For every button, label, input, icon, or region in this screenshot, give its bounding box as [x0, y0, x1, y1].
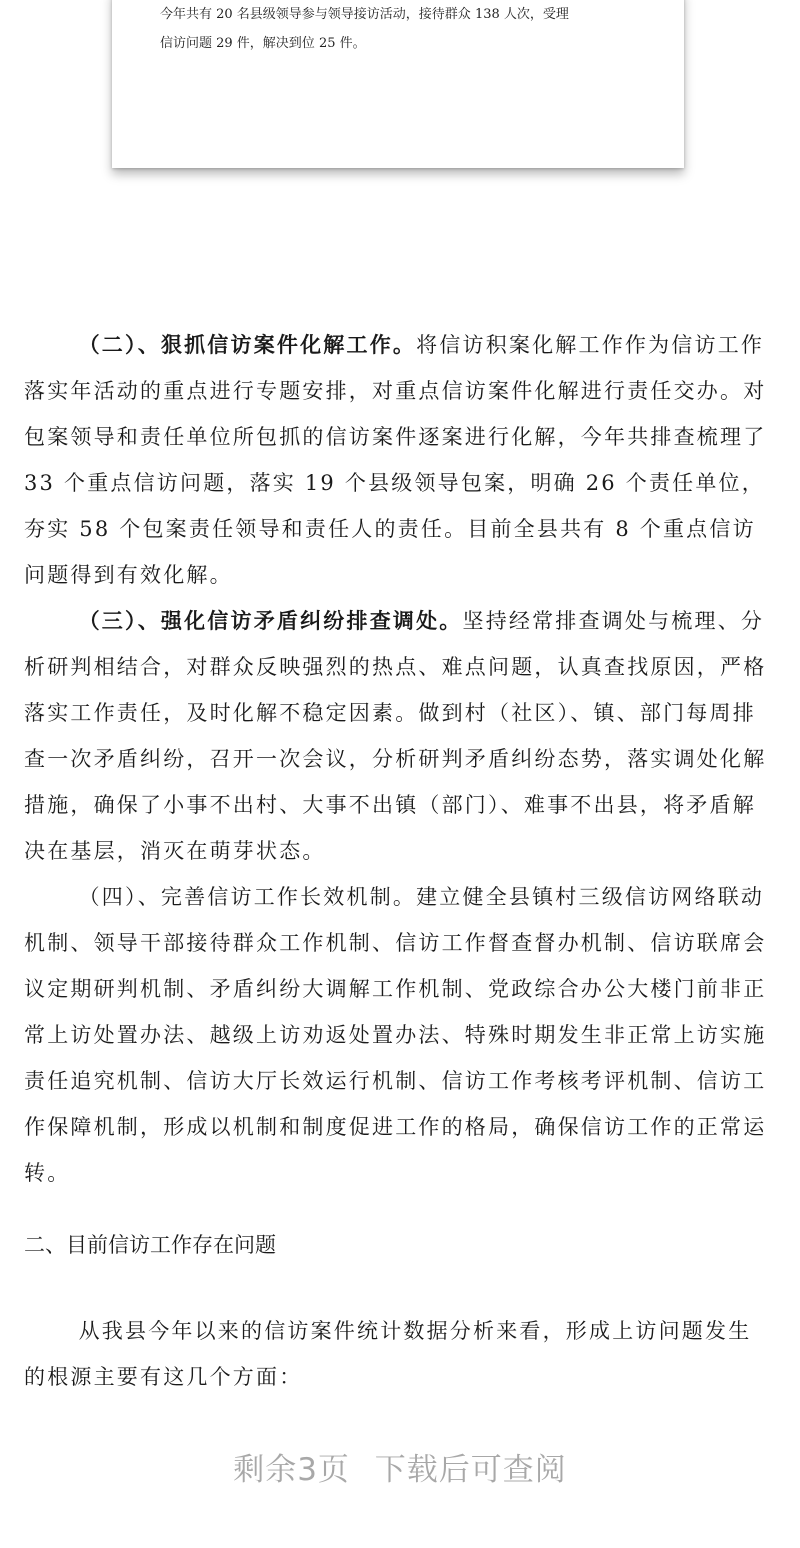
card-line-2: 信访问题 29 件，解决到位 25 件。 — [160, 36, 366, 51]
previous-page-card — [112, 0, 684, 168]
card-line-1: 今年共有 20 名县级领导参与领导接访活动，接待群众 138 人次，受理 — [160, 7, 569, 22]
paragraph-4 — [24, 874, 772, 1196]
paragraph-4-body: 建立健全县镇村三级信访网络联动机制、领导干部接待群众工作机制、信访工作督查督办机制、信访联席会议定期研判机制、矛盾纠纷大调解工作机制、党政综合办公大楼门前非正常上访处置办法、越级上访劝返处置办法、特殊时期发生非正常上访实施责任追究机制、信访大厅长效运行机制、信访工作考核考评机制、信访工作保障机制，形成以机制和制度促进工作的格局，确保信访工作的正常运转。 — [24, 885, 767, 1185]
remaining-pages-banner[interactable]: 剩余3页 下载后可查阅 — [233, 1452, 567, 1488]
paragraph-2-body: 将信访积案化解工作作为信访工作落实年活动的重点进行专题安排，对重点信访案件化解进行责任交办。对包案领导和责任单位所包抓的信访案件逐案进行化解，今年共排查梳理了 33 个重点信访问题，落实 19 个县级领导包案，明确 26 个责任单位，夯实 58 个包案责任领导和责任人的责任。目前全县共有 8 个重点信访问题得到有效化解。 — [24, 333, 767, 587]
section-2-body — [24, 1308, 772, 1400]
paragraph-4-title: （四）、完善信访工作长效机制。 — [78, 885, 417, 909]
paragraph-2-title: （二）、狠抓信访案件化解工作。 — [78, 332, 417, 357]
paragraph-3-body: 坚持经常排查调处与梳理、分析研判相结合，对群众反映强烈的热点、难点问题，认真查找原因，严格落实工作责任，及时化解不稳定因素。做到村（社区）、镇、部门每周排查一次矛盾纠纷，召开一次会议，分析研判矛盾纠纷态势，落实调处化解措施，确保了小事不出村、大事不出镇（部门）、难事不出县，将矛盾解决在基层，消灭在萌芽状态。 — [24, 609, 767, 863]
card-paragraph — [160, 0, 650, 58]
paragraph-3-title: （三）、强化信访矛盾纠纷排查调处。 — [78, 608, 463, 633]
paragraph-3 — [24, 598, 772, 874]
document-body — [24, 322, 772, 1196]
section-2-intro: 从我县今年以来的信访案件统计数据分析来看，形成上访问题发生的根源主要有这几个方面： — [24, 1319, 752, 1389]
section-2-heading: 二、目前信访工作存在问题 — [24, 1233, 276, 1257]
paragraph-2 — [24, 322, 772, 598]
